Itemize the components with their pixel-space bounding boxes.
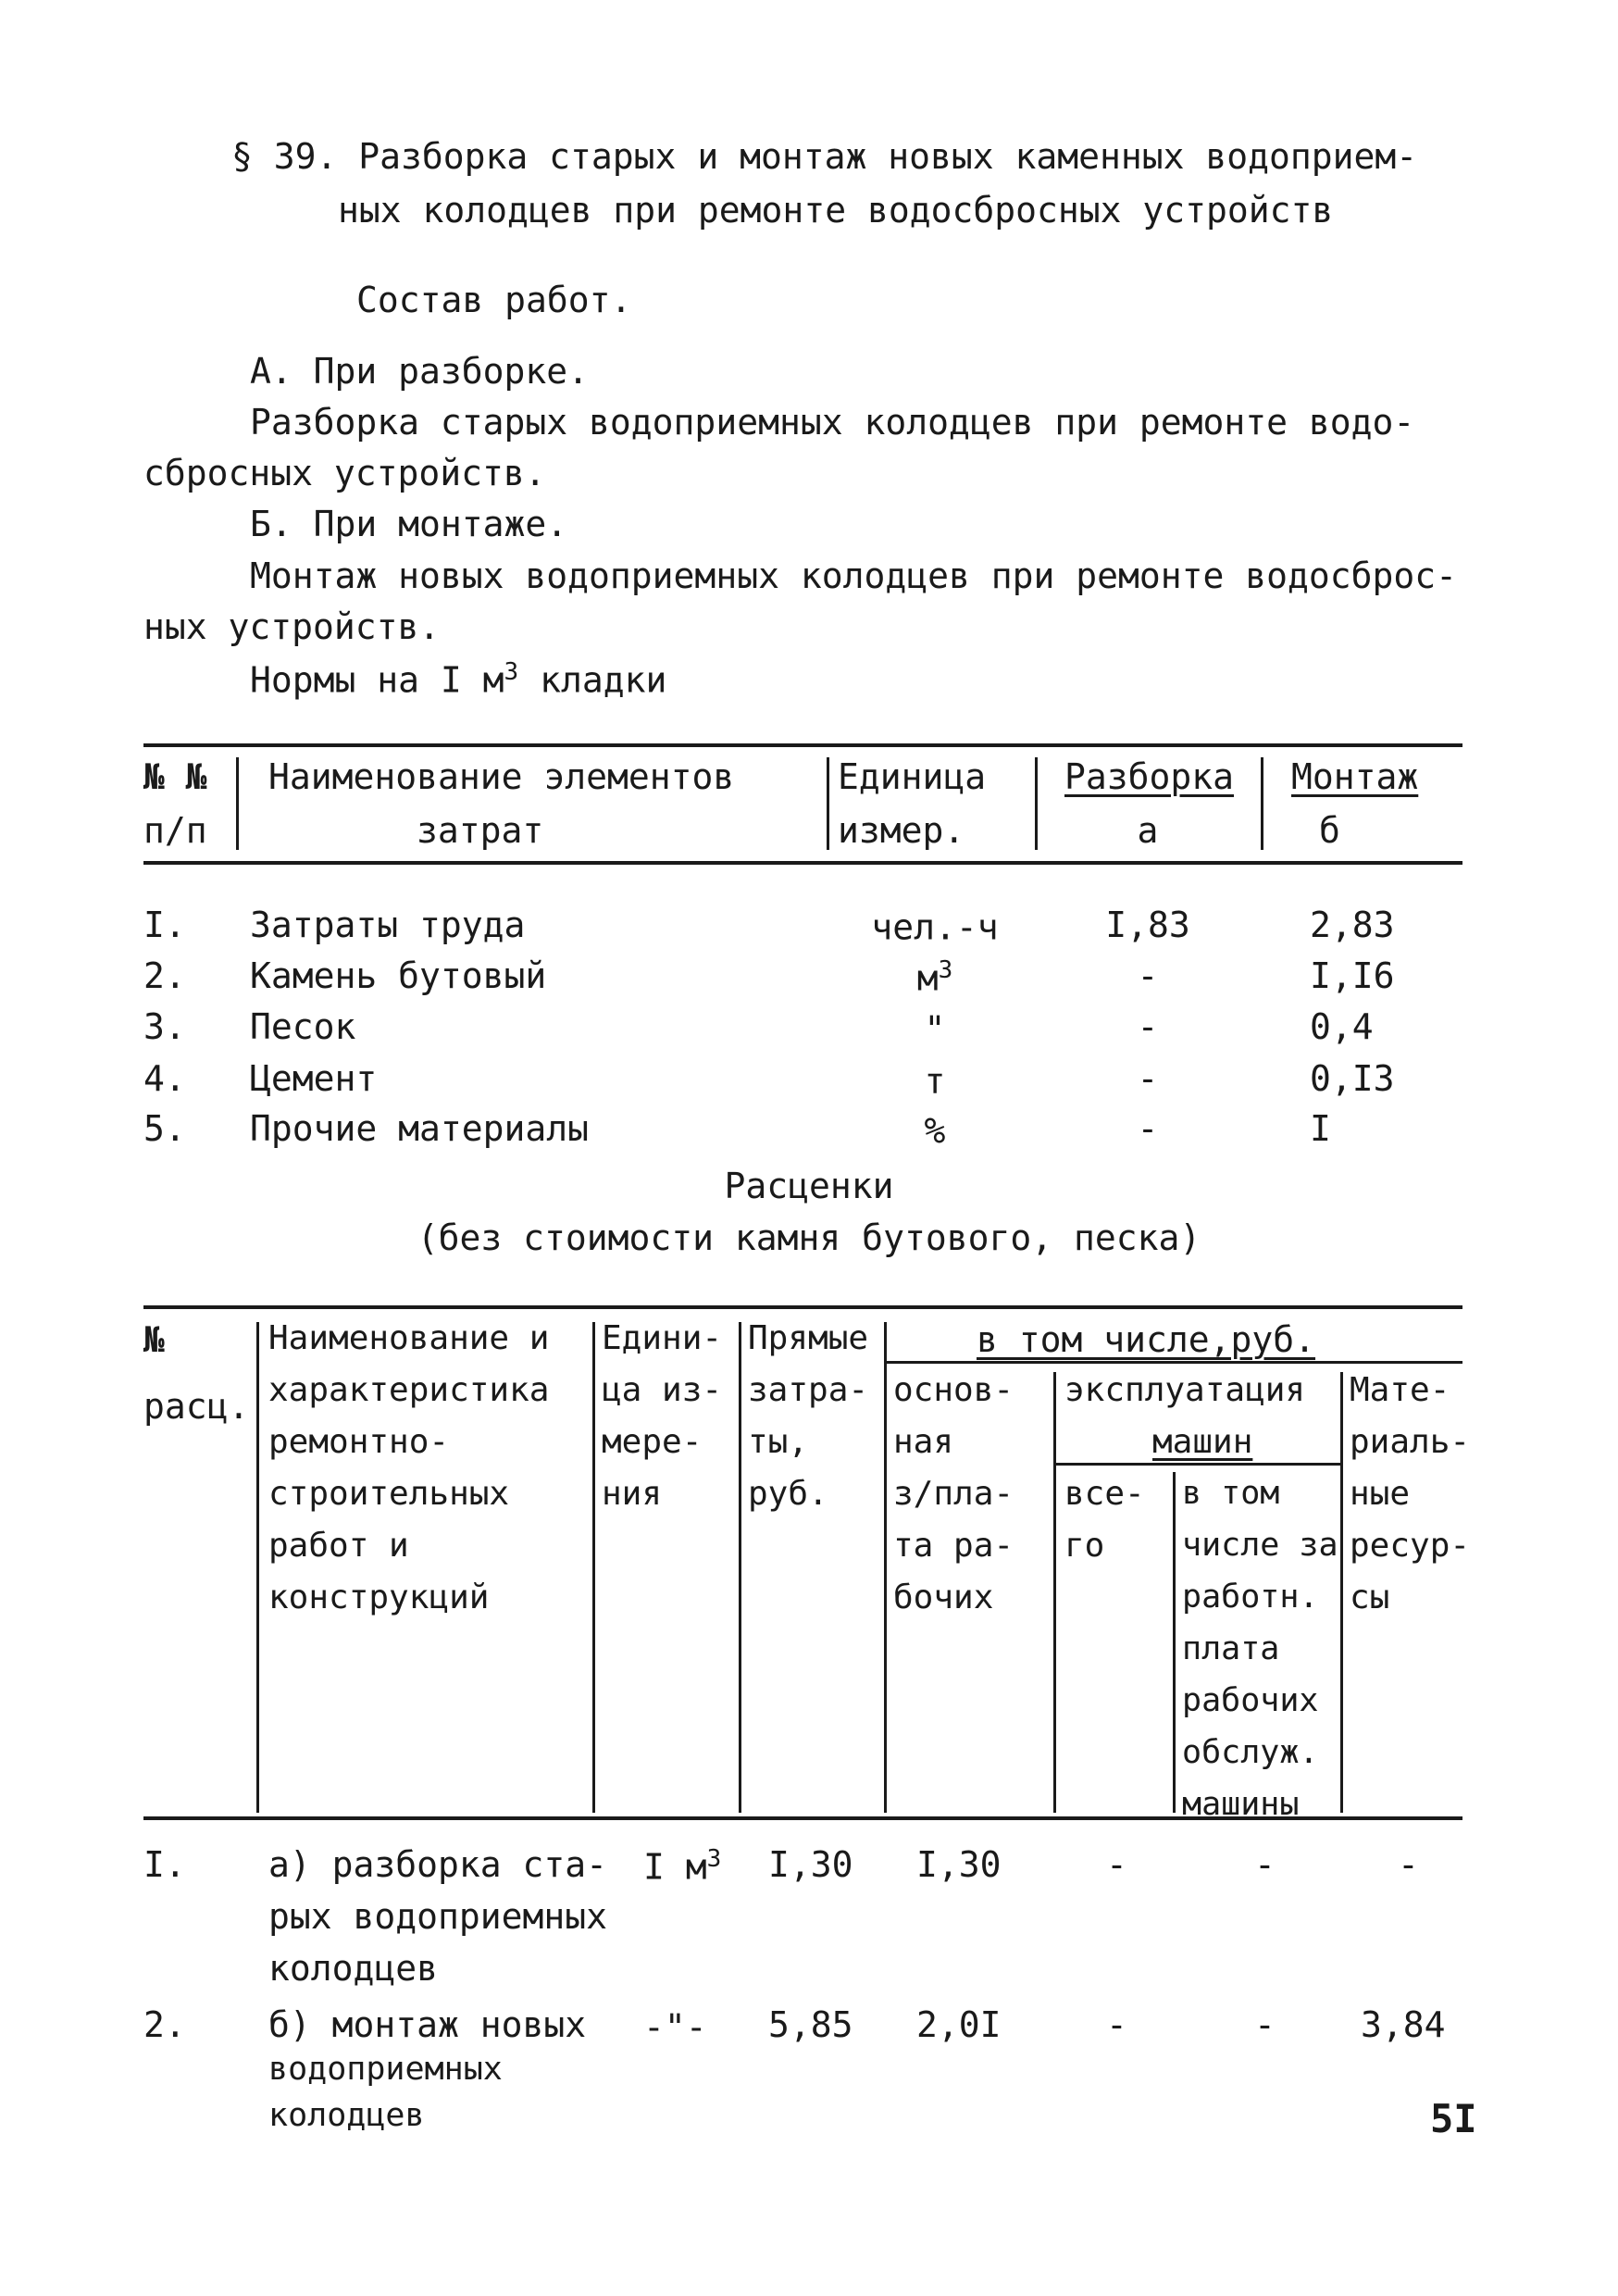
work-b-line1: Монтаж новых водоприемных колодцев при ремонте водосброс- [250,555,1458,596]
price-h-name-line: строительных [268,1475,510,1513]
prices-subtitle: (без стоимости камня бутового, песка) [417,1217,1201,1258]
price-h-including: в том числе,руб. [977,1319,1316,1360]
price-h-unit-line: ца из- [602,1371,723,1409]
norms-sep-1 [236,757,239,850]
norms-row-num: 3. [143,1006,186,1047]
price-row-unit [643,2006,707,2048]
price-sep-mat [1340,1372,1343,1813]
price-row-total: - [1106,2004,1127,2045]
norms-row-unit [838,956,1032,999]
price-h-unit-line: Едини- [602,1319,723,1357]
price-h-exploitation: эксплуатация [1064,1371,1306,1409]
price-sep-unit [592,1322,595,1813]
price-row-materials: - [1398,1844,1419,1885]
norms-row-disassembly: - [1137,955,1159,996]
norms-row-unit [838,906,1032,948]
norms-h-name1: Наименование элементов [268,756,735,797]
norms-row-name: Цемент [250,1058,378,1099]
norms-row-unit-text: " [924,1008,946,1050]
norms-table-header-rule [143,861,1462,865]
price-h-machines: машин [1152,1423,1253,1461]
norms-row-unit-sup: 3 [938,956,953,984]
price-table-top-rule [143,1305,1462,1309]
price-h-name-line: характеристика [268,1371,550,1409]
norms-row-name: Песок [250,1006,356,1047]
norms-h-disassembly-col: а [1137,810,1159,851]
price-row-name-line: колодцев [268,1948,439,1989]
price-row-name-line: рых водоприемных [268,1896,608,1937]
price-h-name-line: конструкций [268,1578,490,1616]
price-h-mat-line: ресур- [1350,1527,1471,1565]
price-h-mat-line: риаль- [1350,1423,1471,1461]
price-h-incl-wage-line: машины [1182,1786,1300,1823]
price-h-including-rule [887,1361,1462,1364]
price-h-incl-wage-line: рабочих [1182,1682,1319,1719]
norms-row-disassembly: - [1137,1058,1159,1099]
price-table-header-rule [143,1816,1462,1820]
norms-h-assembly-col: б [1319,810,1340,851]
price-sep-direct [739,1322,741,1813]
price-row-num: I. [143,1844,186,1885]
price-sep-exp [1053,1372,1056,1813]
price-h-incl-wage-line: обслуж. [1182,1734,1319,1771]
norms-row-disassembly: I,83 [1105,905,1190,945]
norms-row-num: 4. [143,1058,186,1099]
price-h-num2: расц. [143,1386,250,1427]
price-h-num1: № [143,1319,165,1360]
norms-row-assembly: 0,I3 [1310,1058,1395,1099]
norms-caption [250,658,667,701]
norms-row-unit [838,1060,1032,1102]
norms-row-num: 2. [143,955,186,996]
norms-table-top-rule [143,743,1462,747]
norms-row-name: Затраты труда [250,905,526,945]
price-h-incl-wage-line: работн. [1182,1578,1319,1616]
work-heading: Состав работ. [356,280,632,320]
price-h-wage-line: ная [893,1423,954,1461]
price-h-direct-line: ты, [748,1423,809,1461]
price-h-incl-wage-line: плата [1182,1630,1280,1667]
work-a-line1: Разборка старых водоприемных колодцев при ремонте водо- [250,402,1415,443]
norms-sep-2 [827,757,829,850]
price-row-name-line: б) монтаж новых [268,2004,587,2045]
norms-h-num2: п/п [143,810,207,851]
price-h-name-line: работ и [268,1527,409,1565]
price-sep-name [256,1322,259,1813]
price-h-direct-line: Прямые [748,1319,869,1357]
price-h-direct-line: руб. [748,1475,828,1513]
price-h-wage-line: бочих [893,1578,994,1616]
page-number: 5I [1430,2096,1477,2141]
price-row-incl-wage: - [1254,1844,1276,1885]
price-h-wage-line: та ра- [893,1527,1014,1565]
price-h-wage-line: з/пла- [893,1475,1014,1513]
price-row-materials: 3,84 [1361,2004,1446,2045]
work-a-line2: сбросных устройств. [143,453,546,493]
prices-title: Расценки [724,1166,894,1206]
norms-h-assembly: Монтаж [1291,756,1419,797]
norms-h-unit1: Единица [838,756,987,797]
section-title-line2: ных колодцев при ремонте водосбросных устройств [338,190,1334,231]
norms-h-disassembly: Разборка [1064,756,1235,797]
price-row-incl-wage: - [1254,2004,1276,2045]
price-h-unit-line: ния [602,1475,663,1513]
norms-row-assembly: I,I6 [1310,955,1395,996]
price-h-mat-line: Мате- [1350,1371,1450,1409]
price-row-name-line: а) разборка ста- [268,1844,608,1885]
norms-row-disassembly: - [1137,1108,1159,1149]
norms-row-name: Прочие материалы [250,1108,590,1149]
price-row-name-line: водоприемных [268,2051,503,2088]
price-h-incl-wage-line: в том [1182,1475,1280,1512]
price-row-wage: 2,0I [916,2004,1002,2045]
price-sep-wage [884,1322,887,1813]
price-h-unit-line: мере- [602,1423,703,1461]
norms-row-unit-text: чел.-ч [871,906,999,948]
norms-row-unit-text: т [924,1060,946,1102]
price-h-total-line: го [1064,1527,1105,1565]
norms-row-unit [838,1008,1032,1050]
price-row-direct: I,30 [768,1844,853,1885]
norms-sup: 3 [504,658,519,686]
price-row-direct: 5,85 [768,2004,853,2045]
section-title-line1: § 39. Разборка старых и монтаж новых каменных водоприем- [231,136,1418,177]
price-h-direct-line: затра- [748,1371,869,1409]
price-h-name-line: Наименование и [268,1319,550,1357]
norms-row-num: 5. [143,1108,186,1149]
norms-h-unit2: измер. [838,810,965,851]
norms-row-assembly: 2,83 [1310,905,1395,945]
norms-prefix: Нормы на I м [250,659,504,701]
norms-row-assembly: I [1310,1108,1331,1149]
price-h-incl-wage-line: числе за [1182,1527,1338,1564]
price-h-wage-line: основ- [893,1371,1014,1409]
norms-row-unit-text: м [916,957,939,999]
price-row-wage: I,30 [916,1844,1002,1885]
price-row-num: 2. [143,2004,186,2045]
price-row-unit [643,1845,722,1888]
norms-h-name2: затрат [417,810,544,851]
price-row-unit-text: -"- [643,2006,707,2048]
norms-row-name: Камень бутовый [250,955,547,996]
price-row-unit-text: I м [643,1846,707,1888]
price-h-name-line: ремонтно- [268,1423,450,1461]
norms-row-unit-text: % [924,1110,946,1152]
work-a-heading: А. При разборке. [250,351,590,392]
price-h-mat-line: ные [1350,1475,1411,1513]
norms-h-num1: № № [143,756,207,797]
price-sep-incl [1173,1472,1176,1813]
norms-row-assembly: 0,4 [1310,1006,1374,1047]
price-row-total: - [1106,1844,1127,1885]
price-h-total-line: все- [1064,1475,1145,1513]
norms-row-disassembly: - [1137,1006,1159,1047]
price-h-machines-rule [1055,1463,1340,1466]
work-b-heading: Б. При монтаже. [250,504,568,544]
price-row-unit-sup: 3 [706,1845,722,1873]
norms-sep-4 [1261,757,1263,850]
norms-row-unit [838,1110,1032,1152]
norms-row-num: I. [143,905,186,945]
norms-suffix: кладки [518,659,667,701]
price-h-mat-line: сы [1350,1578,1390,1616]
price-row-name-line: колодцев [268,2097,425,2134]
work-b-line2: ных устройств. [143,606,441,647]
